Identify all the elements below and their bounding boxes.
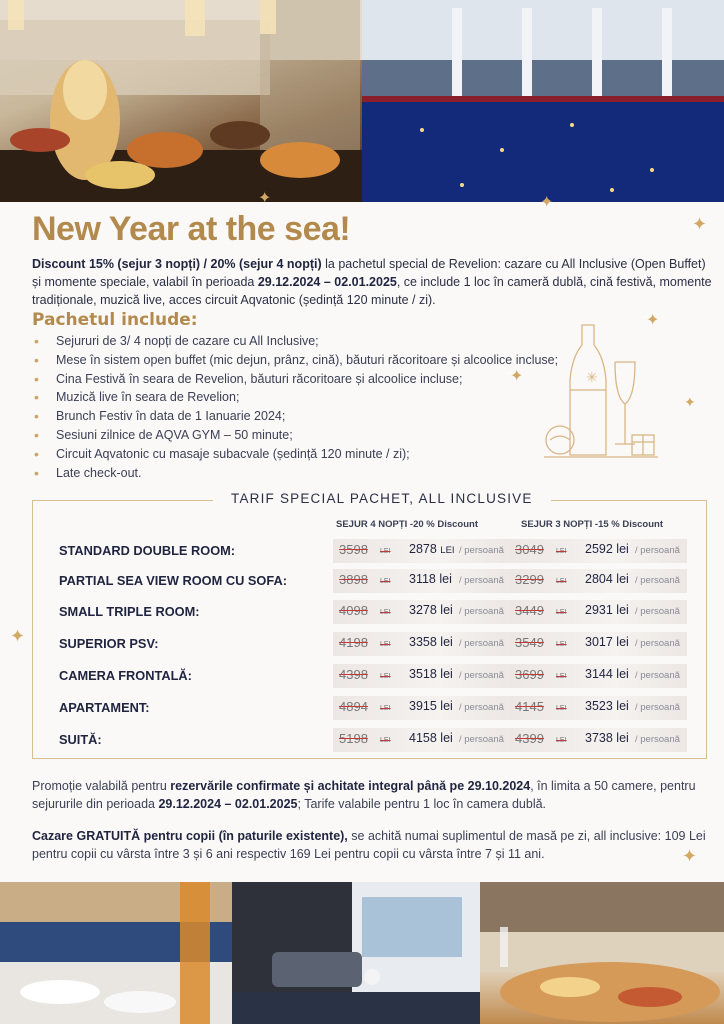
price-cell-3-nights [509, 600, 687, 624]
price-cell-3-nights [509, 569, 687, 593]
old-price: 4098 [339, 603, 368, 618]
old-price: 4198 [339, 635, 368, 650]
promo-text: Promoție valabilă pentru [32, 779, 171, 793]
sparkle-decoration: ✦ [510, 366, 524, 385]
intro-text: la pachetul special de Revelion: cazare cu All Inclusive (Open Buffet) și momente speciale, valabil în perioada [32, 257, 706, 289]
sparkle-decoration: ✦ [692, 214, 708, 235]
table-row [33, 539, 706, 563]
room-name: SUPERIOR PSV: [59, 636, 159, 651]
sparkle-decoration: ✦ [684, 395, 696, 411]
promo-period: 29.12.2024 – 02.01.2025 [158, 796, 298, 811]
new-price: 3358 lei [409, 635, 453, 649]
list-item: • Brunch Festiv în data de 1 Ianuarie 2024; [32, 407, 558, 426]
column-header-3-nights: SEJUR 3 NOPȚI -15 % Discount [521, 519, 664, 530]
price-cell-4-nights [333, 728, 511, 752]
per-person-label: / persoană [459, 638, 504, 649]
per-person-label: / persoană [459, 545, 504, 556]
table-row [33, 600, 706, 624]
room-name: SUITĂ: [59, 732, 102, 747]
promo-text: ; Tarife valabile pentru 1 loc în camera dublă. [297, 796, 547, 811]
old-price-unit: LEI [556, 673, 567, 680]
promo-deadline: rezervările confirmate și achitate integral până pe 29.10.2024 [170, 779, 531, 793]
old-price: 3598 [339, 542, 368, 557]
restaurant-photo [0, 882, 232, 1024]
room-name: APARTAMENT: [59, 700, 150, 715]
children-text: se achită numai suplimentul de masă pe zi, all inclusive: 109 Lei pentru copii cu vârsta între 3 și 6 ani respectiv 169 Lei pentru copii cu vârsta între 7 și 11 ani. [32, 829, 706, 861]
sparkle-decoration: ✦ [258, 188, 272, 207]
old-price: 4398 [339, 667, 368, 682]
old-price-unit: LEI [380, 609, 391, 616]
new-price: 2804 lei [585, 572, 629, 586]
old-price: 3699 [515, 667, 544, 682]
price-cell-4-nights [333, 632, 511, 656]
per-person-label: / persoană [635, 606, 680, 617]
old-price: 4399 [515, 731, 544, 746]
sparkle-decoration: ✦ [10, 626, 26, 647]
sparkle-decoration: ✦ [646, 310, 660, 329]
per-person-label: / persoană [635, 670, 680, 681]
old-price: 5198 [339, 731, 368, 746]
list-item: • Cina Festivă în seara de Revelion, băuturi răcoritoare și alcoolice incluse; [32, 370, 558, 389]
per-person-label: / persoană [459, 702, 504, 713]
price-cell-3-nights [509, 664, 687, 688]
page-title: New Year at the sea! [32, 210, 351, 248]
old-price: 3299 [515, 572, 544, 587]
old-price-unit: LEI [556, 737, 567, 744]
old-price-unit: LEI [380, 578, 391, 585]
old-price-unit: LEI [380, 737, 391, 744]
promo-paragraph [32, 778, 712, 814]
room-name: SMALL TRIPLE ROOM: [59, 604, 200, 619]
table-row [33, 664, 706, 688]
old-price-unit: LEI [556, 641, 567, 648]
per-person-label: / persoană [459, 670, 504, 681]
price-cell-3-nights [509, 632, 687, 656]
list-item: • Mese în sistem open buffet (mic dejun, prânz, cină), băuturi răcoritoare și alcoolice incluse; [32, 351, 558, 370]
per-person-label: / persoană [635, 702, 680, 713]
package-title: Pachetul include: [32, 310, 198, 330]
table-row [33, 728, 706, 752]
list-item: • Sejururi de 3/ 4 nopți de cazare cu All Inclusive; [32, 332, 558, 351]
list-item: • Sesiuni zilnice de AQVA GYM – 50 minute; [32, 426, 558, 445]
old-price-unit: LEI [556, 609, 567, 616]
buffet-photo [0, 0, 362, 202]
children-paragraph [32, 828, 712, 867]
price-cell-4-nights [333, 539, 511, 563]
old-price-unit: LEI [380, 705, 391, 712]
price-cell-3-nights [509, 539, 687, 563]
old-price-unit: LEI [380, 548, 391, 555]
per-person-label: / persoană [635, 575, 680, 586]
price-cell-4-nights [333, 600, 511, 624]
intro-paragraph [32, 256, 712, 309]
table-row [33, 569, 706, 593]
price-cell-4-nights [333, 664, 511, 688]
per-person-label: / persoană [635, 638, 680, 649]
new-price: 4158 lei [409, 731, 453, 745]
old-price: 3898 [339, 572, 368, 587]
old-price-unit: LEI [556, 578, 567, 585]
table-row [33, 696, 706, 720]
svg-text:✳: ✳ [586, 370, 598, 386]
old-price: 4145 [515, 699, 544, 714]
new-price: 3017 lei [585, 635, 629, 649]
children-free-text: Cazare GRATUITĂ pentru copii (în paturile existente), [32, 829, 348, 843]
new-price: 3278 lei [409, 603, 453, 617]
table-row [33, 632, 706, 656]
new-price: 3523 lei [585, 699, 629, 713]
package-list [32, 332, 558, 482]
room-name: CAMERA FRONTALĂ: [59, 668, 192, 683]
room-name: PARTIAL SEA VIEW ROOM CU SOFA: [59, 573, 287, 588]
old-price-unit: LEI [380, 641, 391, 648]
price-cell-4-nights [333, 696, 511, 720]
tariff-table [32, 491, 707, 759]
new-price: 2878 LEI [409, 542, 455, 556]
price-cell-4-nights [333, 569, 511, 593]
new-price: 2931 lei [585, 603, 629, 617]
price-cell-3-nights [509, 696, 687, 720]
new-price: 3144 lei [585, 667, 629, 681]
per-person-label: / persoană [459, 734, 504, 745]
per-person-label: / persoană [459, 575, 504, 586]
room-photo [232, 882, 480, 1024]
list-item: • Late check-out. [32, 464, 558, 483]
champagne-illustration [540, 320, 660, 465]
new-price: 2592 lei [585, 542, 629, 556]
tariff-title: TARIF SPECIAL PACHET, ALL INCLUSIVE [213, 491, 551, 506]
new-price: 3518 lei [409, 667, 453, 681]
old-price: 3549 [515, 635, 544, 650]
old-price-unit: LEI [556, 548, 567, 555]
sparkle-decoration: ✦ [682, 846, 698, 867]
buffet-detail-photo [480, 882, 724, 1024]
discount-text: Discount 15% (sejur 3 nopți) / 20% (sejur 4 nopți) [32, 257, 322, 271]
new-price: 3915 lei [409, 699, 453, 713]
price-cell-3-nights [509, 728, 687, 752]
sparkle-decoration: ✦ [540, 192, 554, 211]
old-price: 3049 [515, 542, 544, 557]
per-person-label: / persoană [635, 545, 680, 556]
pool-photo [362, 0, 724, 202]
per-person-label: / persoană [459, 606, 504, 617]
room-name: STANDARD DOUBLE ROOM: [59, 543, 236, 558]
promo-text: , în limita a 50 camere, pentru sejururile din perioada [32, 779, 696, 811]
new-price: 3118 lei [409, 572, 452, 586]
list-item: • Muzică live în seara de Revelion; [32, 388, 558, 407]
period-text: 29.12.2024 – 02.01.2025 [257, 274, 397, 289]
old-price-unit: LEI [380, 673, 391, 680]
list-item: • Circuit Aqvatonic cu masaje subacvale (ședință 120 minute / zi); [32, 445, 558, 464]
old-price: 3449 [515, 603, 544, 618]
old-price-unit: LEI [556, 705, 567, 712]
column-header-4-nights: SEJUR 4 NOPȚI -20 % Discount [336, 519, 479, 530]
intro-text: , ce include 1 loc în cameră dublă, cină festivă, momente tradiționale, muzică live, acces circuit Aqvatonic (ședință 120 minute / zi). [32, 274, 712, 307]
per-person-label: / persoană [635, 734, 680, 745]
new-price: 3738 lei [585, 731, 629, 745]
old-price: 4894 [339, 699, 368, 714]
